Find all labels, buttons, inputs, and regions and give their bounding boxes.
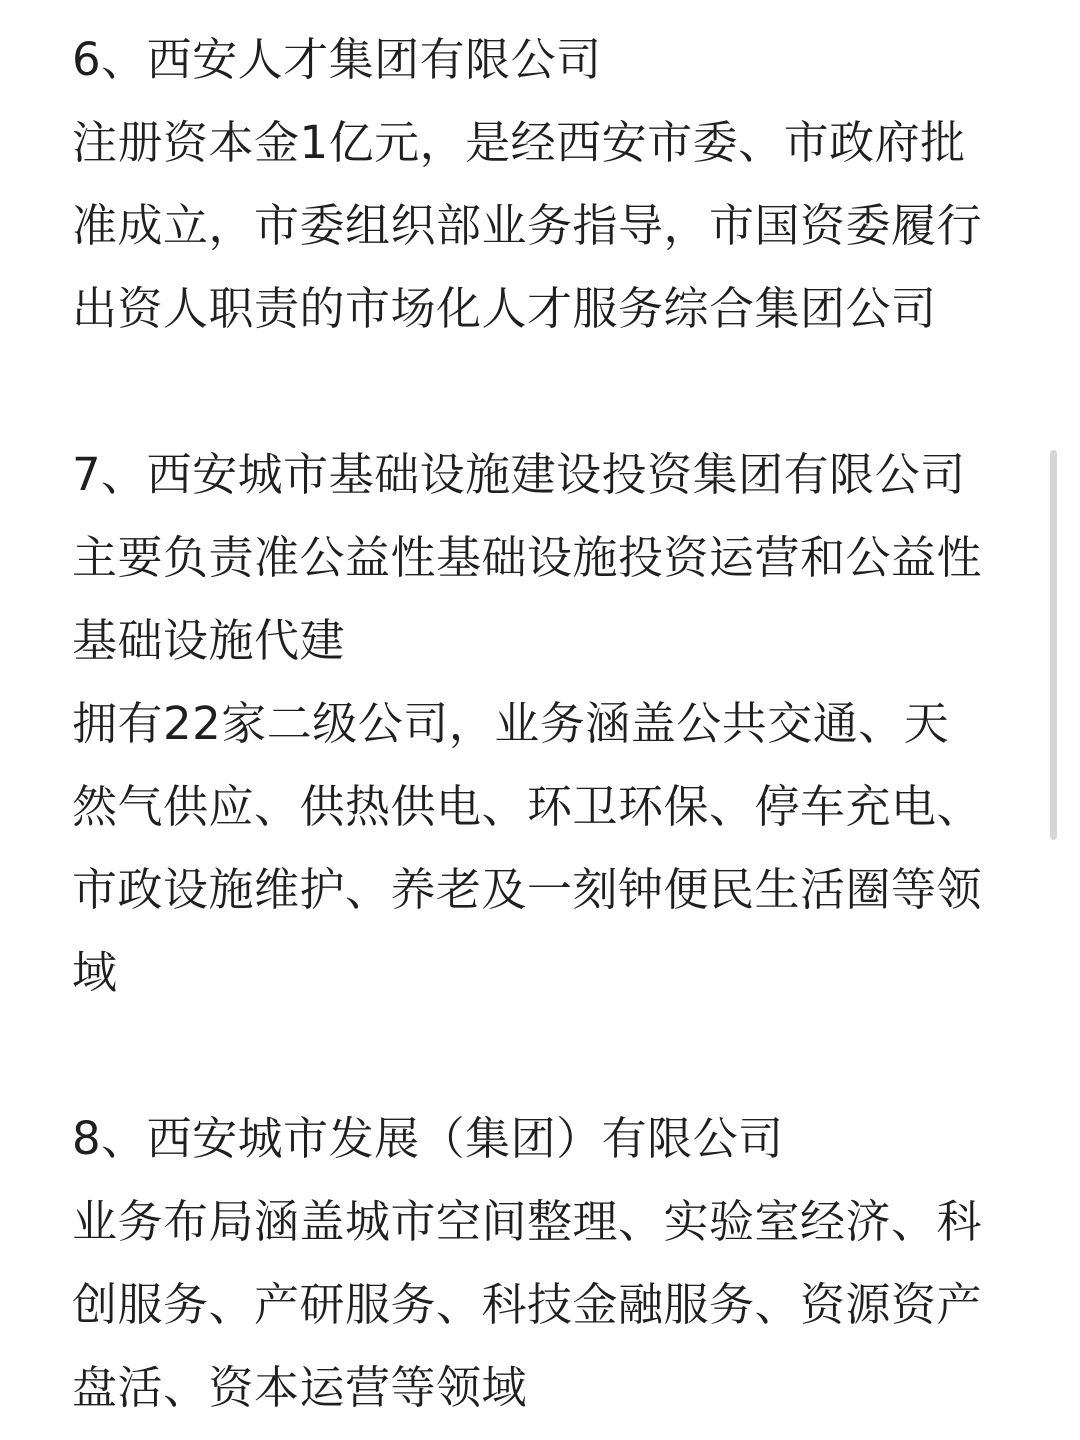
paragraph-line: 创服务、产研服务、科技金融服务、资源资产	[72, 1278, 983, 1331]
section-heading: 7、西安城市基础设施建设投资集团有限公司	[72, 448, 966, 501]
section-heading: 8、西安城市发展（集团）有限公司	[72, 1112, 784, 1165]
paragraph-line: 拥有22家二级公司，业务涵盖公共交通、天	[72, 697, 950, 750]
paragraph-line: 业务布局涵盖城市空间整理、实验室经济、科	[72, 1195, 983, 1248]
section-6	[72, 18, 1022, 350]
vertical-scrollbar[interactable]	[1050, 450, 1057, 840]
section-heading: 6、西安人才集团有限公司	[72, 33, 602, 86]
section-7	[72, 433, 1022, 1014]
paragraph-line: 主要负责准公益性基础设施投资运营和公益性	[72, 531, 983, 584]
paragraph-line: 市政设施维护、养老及一刻钟便民生活圈等领	[72, 863, 983, 916]
section-8	[72, 1097, 1022, 1429]
paragraph-line: 域	[72, 946, 118, 999]
paragraph-line: 盘活、资本运营等领域	[72, 1361, 528, 1414]
article-content	[72, 18, 1022, 1429]
paragraph-line: 然气供应、供热供电、环卫环保、停车充电、	[72, 780, 983, 833]
paragraph-line: 准成立，市委组织部业务指导，市国资委履行	[72, 199, 983, 252]
section-spacer	[72, 350, 1022, 433]
paragraph-line: 出资人职责的市场化人才服务综合集团公司	[72, 282, 937, 335]
paragraph-line: 注册资本金1亿元，是经西安市委、市政府批	[72, 116, 966, 169]
section-spacer	[72, 1014, 1022, 1097]
paragraph-line: 基础设施代建	[72, 614, 346, 667]
